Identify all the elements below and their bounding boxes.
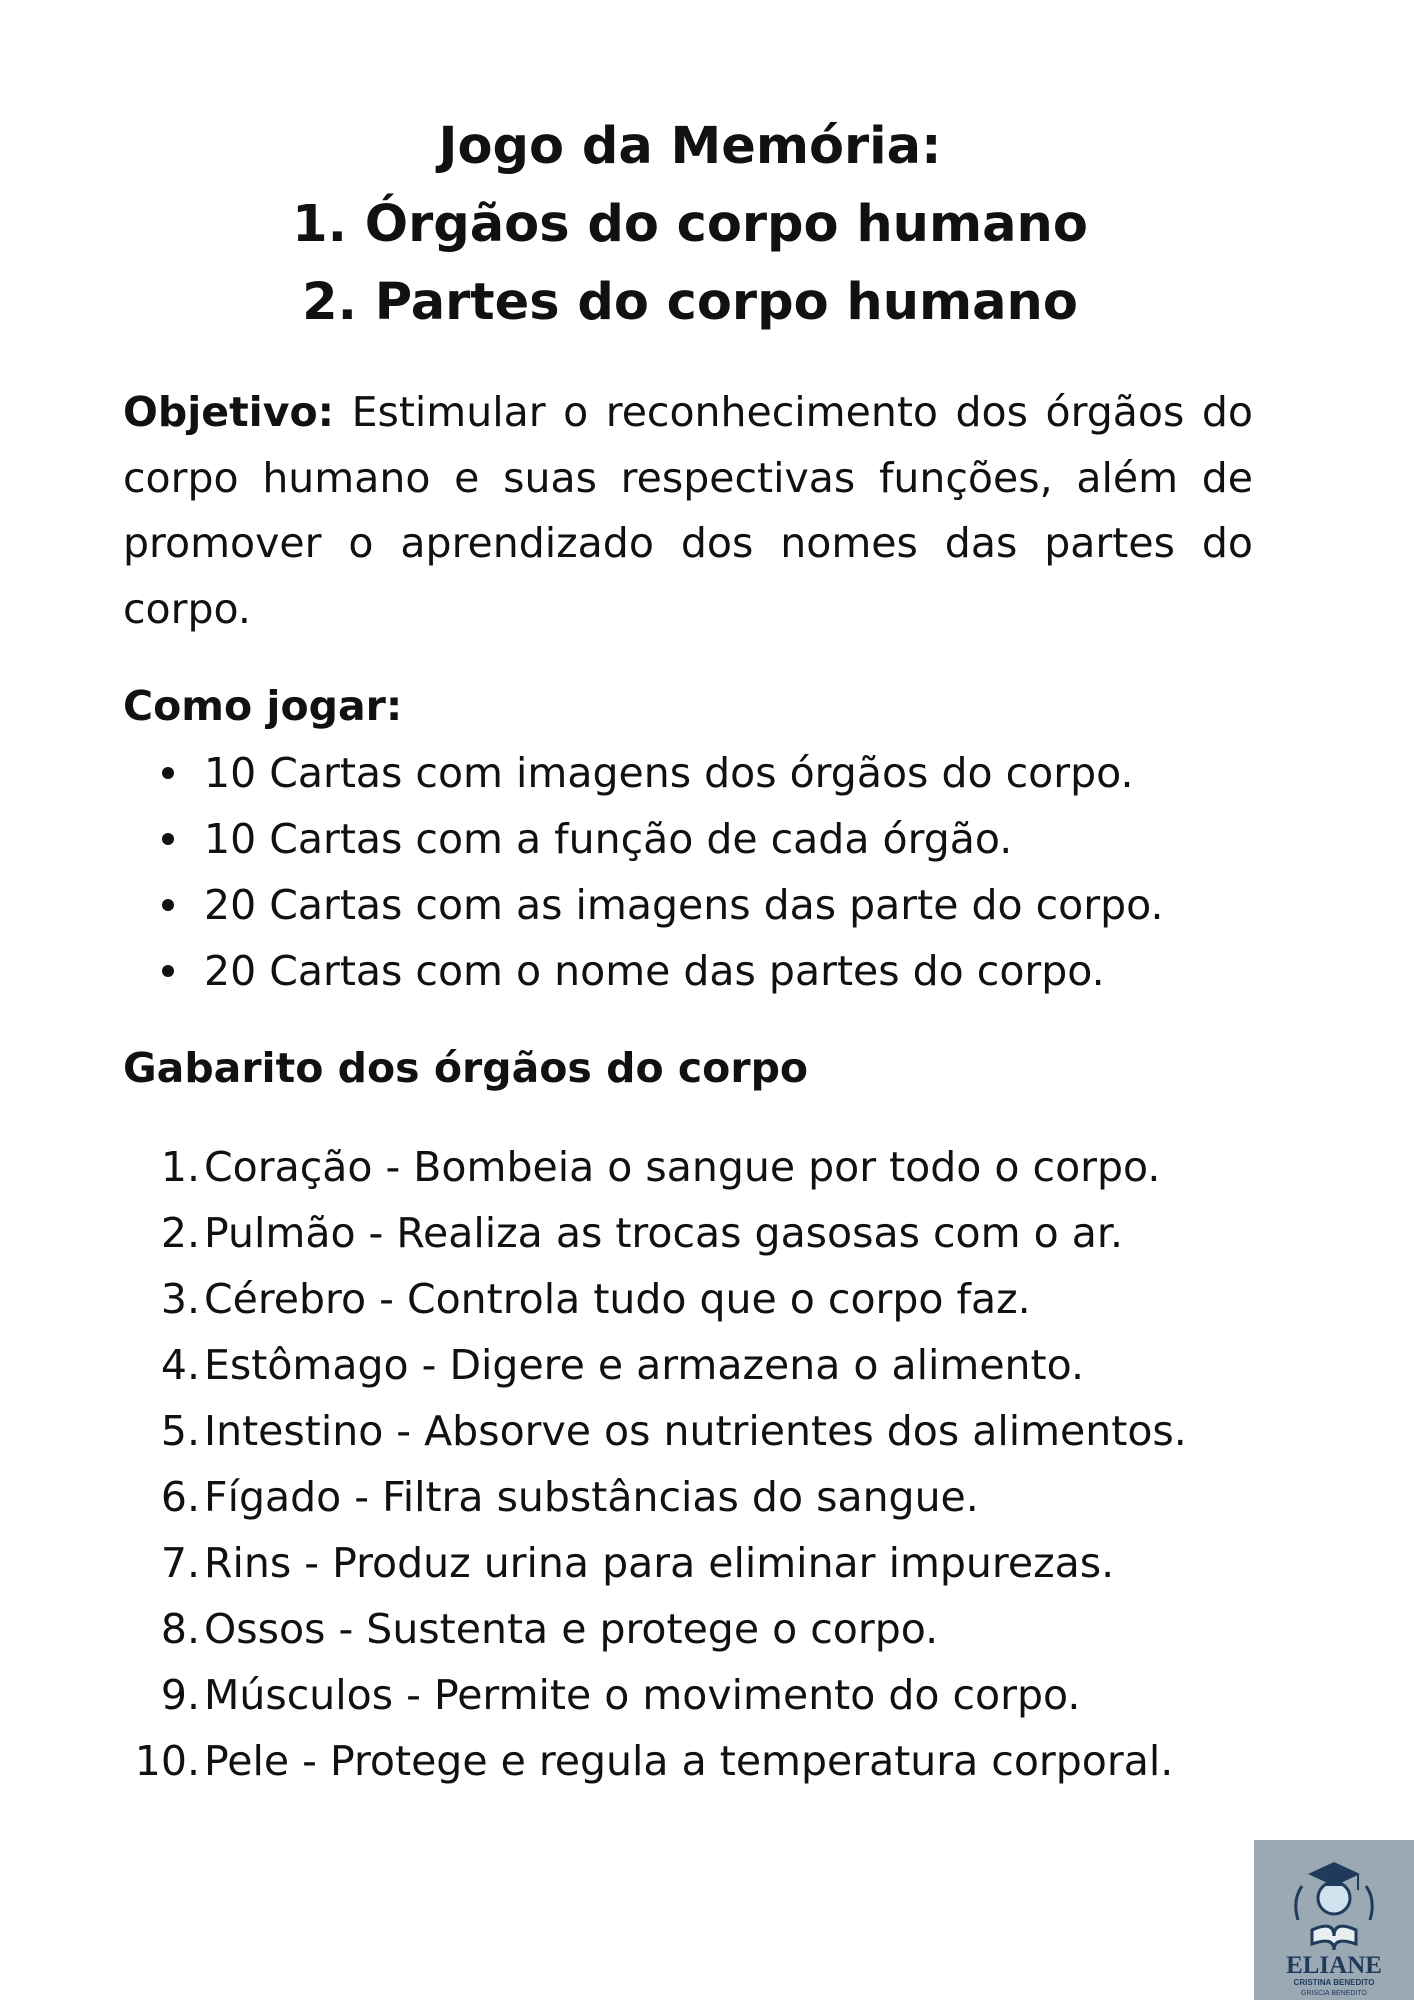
item-number: 5. — [160, 1407, 200, 1455]
list-item — [123, 1728, 1253, 1794]
document-title — [0, 108, 1380, 342]
list-item — [123, 1464, 1253, 1530]
item-text: Ossos - Sustenta e protege o corpo. — [204, 1605, 939, 1653]
graduation-book-icon — [1254, 1840, 1414, 2000]
list-item — [123, 1398, 1253, 1464]
logo-subtitle-2: GRISCIA BENEDITO — [1301, 1990, 1367, 1997]
item-text: Pele - Protege e regula a temperatura corporal. — [204, 1737, 1174, 1785]
item-text: Coração - Bombeia o sangue por todo o corpo. — [204, 1143, 1161, 1191]
title-line-1: Jogo da Memória: — [438, 117, 942, 176]
title-line-3: 2. Partes do corpo humano — [302, 273, 1078, 332]
answer-key-heading: Gabarito dos órgãos do corpo — [123, 1044, 809, 1092]
list-item — [123, 1596, 1253, 1662]
item-number: 3. — [160, 1275, 200, 1323]
list-item — [123, 1200, 1253, 1266]
how-to-play-list — [123, 740, 1263, 1004]
item-number: 4. — [160, 1341, 200, 1389]
item-number: 2. — [160, 1209, 200, 1257]
list-item — [123, 1266, 1253, 1332]
list-item — [123, 1662, 1253, 1728]
title-line-2: 1. Órgãos do corpo humano — [292, 195, 1088, 254]
list-item — [123, 1332, 1253, 1398]
objective-text: Estimular o reconhecimento dos órgãos do corpo humano e suas respectivas funções, além de promover o aprendizado dos nomes das partes do corpo. — [123, 388, 1253, 633]
author-logo — [1254, 1840, 1414, 2000]
how-to-play-heading: Como jogar: — [123, 682, 403, 730]
list-item: 20 Cartas com o nome das partes do corpo. — [123, 938, 1263, 1004]
item-number: 8. — [160, 1605, 200, 1653]
list-item: 20 Cartas com as imagens das parte do corpo. — [123, 872, 1263, 938]
item-number: 7. — [160, 1539, 200, 1587]
item-text: Pulmão - Realiza as trocas gasosas com o ar. — [204, 1209, 1123, 1257]
list-item: 10 Cartas com imagens dos órgãos do corpo. — [123, 740, 1263, 806]
item-text: Rins - Produz urina para eliminar impurezas. — [204, 1539, 1115, 1587]
item-number: 9. — [160, 1671, 200, 1719]
logo-subtitle: CRISTINA BENEDITO — [1293, 1978, 1375, 1987]
list-item: 10 Cartas com a função de cada órgão. — [123, 806, 1263, 872]
item-text: Estômago - Digere e armazena o alimento. — [204, 1341, 1084, 1389]
item-text: Intestino - Absorve os nutrientes dos alimentos. — [204, 1407, 1187, 1455]
item-number: 6. — [160, 1473, 200, 1521]
list-item — [123, 1530, 1253, 1596]
logo-name: ELIANE — [1286, 1952, 1382, 1979]
item-text: Músculos - Permite o movimento do corpo. — [204, 1671, 1081, 1719]
item-text: Cérebro - Controla tudo que o corpo faz. — [204, 1275, 1031, 1323]
objective-label: Objetivo: — [123, 388, 335, 436]
list-item — [123, 1134, 1253, 1200]
answer-key-list — [123, 1134, 1253, 1794]
item-number: 1. — [160, 1143, 200, 1191]
objective-paragraph — [123, 380, 1253, 642]
item-number: 10. — [134, 1737, 200, 1785]
item-text: Fígado - Filtra substâncias do sangue. — [204, 1473, 979, 1521]
